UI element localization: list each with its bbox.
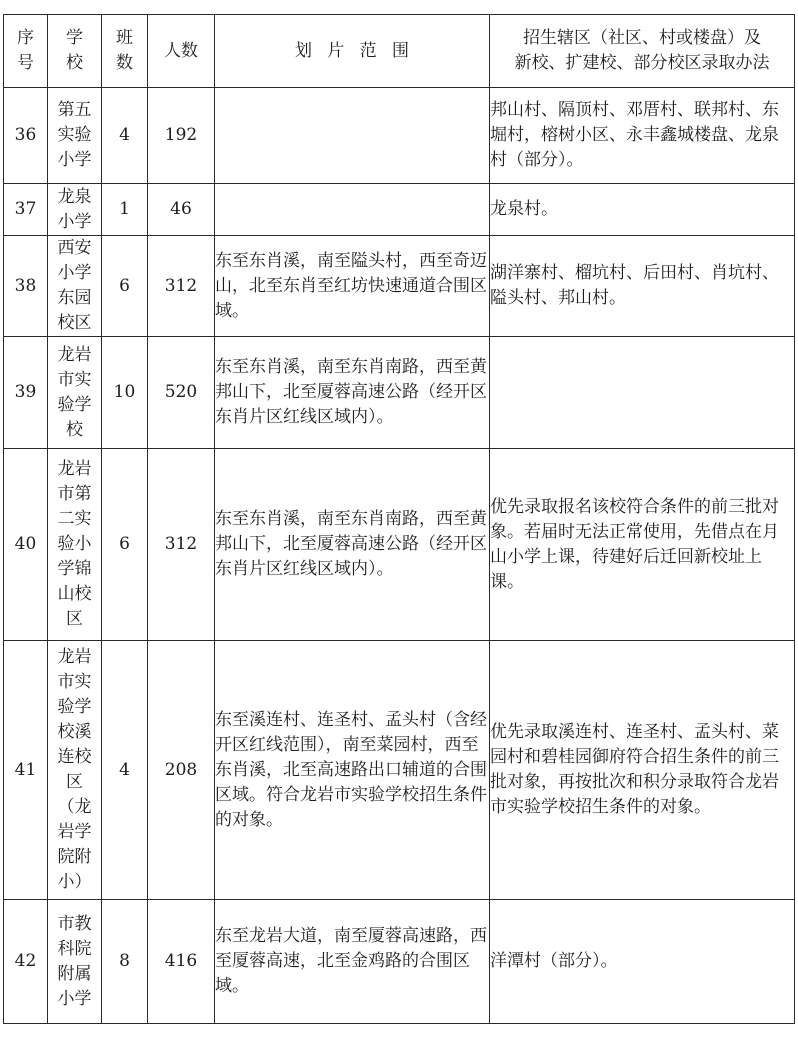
table-row xyxy=(4,236,795,337)
cell-range xyxy=(215,184,490,236)
cell-classes: 10 xyxy=(102,337,148,449)
cell-seq: 40 xyxy=(4,449,48,641)
cell-school: 第五 实验 小学 xyxy=(48,88,102,184)
cell-range xyxy=(215,88,490,184)
cell-classes: 1 xyxy=(102,184,148,236)
cell-method: 洋潭村（部分）。 xyxy=(490,900,795,1024)
cell-classes: 4 xyxy=(102,641,148,900)
cell-method: 龙泉村。 xyxy=(490,184,795,236)
cell-range: 东至东肖溪，南至隘头村，西至奇迈山，北至东肖至红坊快速通道合围区域。 xyxy=(215,236,490,337)
header-seq: 序 号 xyxy=(4,15,48,88)
table-row xyxy=(4,641,795,900)
cell-range: 东至龙岩大道，南至厦蓉高速路，西至厦蓉高速，北至金鸡路的合围区域。 xyxy=(215,900,490,1024)
header-students: 人数 xyxy=(148,15,215,88)
cell-range: 东至东肖溪，南至东肖南路，西至黄邦山下，北至厦蓉高速公路（经开区东肖片区红线区域内）。 xyxy=(215,449,490,641)
cell-seq: 41 xyxy=(4,641,48,900)
cell-school: 龙泉 小学 xyxy=(48,184,102,236)
cell-method: 邦山村、隔顶村、邓厝村、联邦村、东堀村，榕树小区、永丰鑫城楼盘、龙泉村（部分）。 xyxy=(490,88,795,184)
cell-classes: 4 xyxy=(102,88,148,184)
table-row xyxy=(4,88,795,184)
cell-seq: 38 xyxy=(4,236,48,337)
header-row xyxy=(4,15,795,88)
cell-method: 湖洋寨村、榴坑村、后田村、肖坑村、隘头村、邦山村。 xyxy=(490,236,795,337)
cell-school: 龙岩 市实 验学 校 xyxy=(48,337,102,449)
cell-school: 龙岩 市第 二实 验小 学锦 山校 区 xyxy=(48,449,102,641)
table-row xyxy=(4,449,795,641)
table-row xyxy=(4,184,795,236)
cell-seq: 36 xyxy=(4,88,48,184)
cell-students: 312 xyxy=(148,236,215,337)
cell-classes: 6 xyxy=(102,236,148,337)
cell-students: 208 xyxy=(148,641,215,900)
cell-method: 优先录取报名该校符合条件的前三批对象。若届时无法正常使用，先借点在月山小学上课，待建好后迁回新校址上课。 xyxy=(490,449,795,641)
header-classes: 班 数 xyxy=(102,15,148,88)
table-row xyxy=(4,900,795,1024)
cell-range: 东至东肖溪，南至东肖南路，西至黄邦山下，北至厦蓉高速公路（经开区东肖片区红线区域内）。 xyxy=(215,337,490,449)
cell-school: 西安 小学 东园 校区 xyxy=(48,236,102,337)
cell-seq: 39 xyxy=(4,337,48,449)
cell-seq: 37 xyxy=(4,184,48,236)
cell-seq: 42 xyxy=(4,900,48,1024)
header-school: 学 校 xyxy=(48,15,102,88)
cell-classes: 8 xyxy=(102,900,148,1024)
cell-school: 龙岩 市实 验学 校溪 连校 区 （龙 岩学 院附 小） xyxy=(48,641,102,900)
cell-students: 46 xyxy=(148,184,215,236)
cell-students: 312 xyxy=(148,449,215,641)
header-range: 划片范围 xyxy=(215,15,490,88)
cell-students: 520 xyxy=(148,337,215,449)
table-row xyxy=(4,337,795,449)
cell-students: 416 xyxy=(148,900,215,1024)
cell-school: 市教 科院 附属 小学 xyxy=(48,900,102,1024)
cell-classes: 6 xyxy=(102,449,148,641)
cell-method: 优先录取溪连村、连圣村、孟头村、菜园村和碧桂园御府符合招生条件的前三批对象，再按批次和积分录取符合龙岩市实验学校招生条件的对象。 xyxy=(490,641,795,900)
enrollment-zoning-table xyxy=(3,14,795,1024)
cell-students: 192 xyxy=(148,88,215,184)
cell-method xyxy=(490,337,795,449)
cell-range: 东至溪连村、连圣村、孟头村（含经开区红线范围），南至菜园村，西至东肖溪，北至高速路出口辅道的合围区域。符合龙岩市实验学校招生条件的对象。 xyxy=(215,641,490,900)
header-method: 招生辖区（社区、村或楼盘）及 新校、扩建校、部分校区录取办法 xyxy=(490,15,795,88)
